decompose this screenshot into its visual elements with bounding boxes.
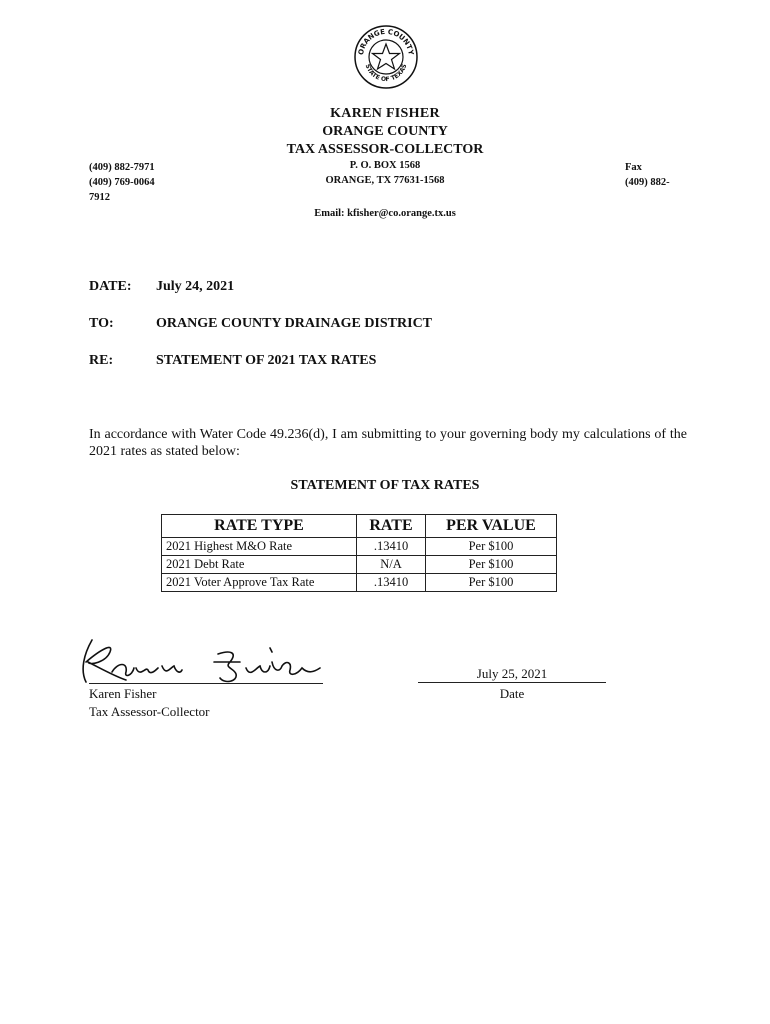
statement-title: STATEMENT OF TAX RATES bbox=[290, 478, 480, 493]
per-value-cell: Per $100 bbox=[426, 574, 557, 592]
po-box: P. O. BOX 1568 bbox=[349, 160, 421, 171]
date-value: July 24, 2021 bbox=[156, 279, 235, 294]
city-address: ORANGE, TX 77631-1568 bbox=[325, 175, 445, 186]
per-value-cell: Per $100 bbox=[426, 538, 557, 556]
svg-text:STATE OF TEXAS: STATE OF TEXAS bbox=[363, 63, 409, 84]
phone-1: (409) 882-7971 bbox=[89, 162, 155, 173]
rate-type-cell: 2021 Debt Rate bbox=[162, 556, 357, 574]
phone-2: (409) 769-0064 bbox=[89, 177, 155, 188]
signature-date-value: July 25, 2021 bbox=[476, 666, 548, 681]
county-seal-logo bbox=[353, 24, 419, 90]
signer-title: Tax Assessor-Collector bbox=[89, 704, 210, 719]
fax-block bbox=[625, 160, 695, 190]
phone-3: 7912 bbox=[89, 192, 110, 203]
fax-number: (409) 882- bbox=[625, 177, 670, 188]
handwritten-signature bbox=[70, 632, 330, 688]
to-value: ORANGE COUNTY DRAINAGE DISTRICT bbox=[156, 316, 433, 331]
signer-name: Karen Fisher bbox=[89, 686, 157, 701]
date-line bbox=[418, 682, 606, 683]
re-value: STATEMENT OF 2021 TAX RATES bbox=[156, 353, 377, 368]
table-row bbox=[162, 574, 557, 592]
re-label: RE: bbox=[89, 353, 114, 368]
county-name: ORANGE COUNTY bbox=[322, 124, 448, 139]
table-row bbox=[162, 538, 557, 556]
office-title: TAX ASSESSOR-COLLECTOR bbox=[286, 142, 484, 157]
phone-numbers bbox=[89, 160, 179, 205]
rate-cell: N/A bbox=[357, 556, 426, 574]
to-label: TO: bbox=[89, 316, 114, 331]
signature-line bbox=[89, 683, 323, 684]
per-value-cell: Per $100 bbox=[426, 556, 557, 574]
assessor-name: KAREN FISHER bbox=[330, 106, 440, 121]
tax-rates-table bbox=[161, 514, 557, 592]
date-label: DATE: bbox=[89, 279, 132, 294]
rate-type-cell: 2021 Voter Approve Tax Rate bbox=[162, 574, 357, 592]
column-header-per-value: PER VALUE bbox=[426, 515, 557, 538]
rate-cell: .13410 bbox=[357, 538, 426, 556]
email-address: Email: kfisher@co.orange.tx.us bbox=[314, 208, 456, 219]
table-row bbox=[162, 556, 557, 574]
date-caption: Date bbox=[499, 686, 525, 701]
column-header-rate-type: RATE TYPE bbox=[162, 515, 357, 538]
column-header-rate: RATE bbox=[357, 515, 426, 538]
svg-text:ORANGE COUNTY: ORANGE COUNTY bbox=[357, 27, 415, 56]
table-header-row bbox=[162, 515, 557, 538]
body-paragraph: In accordance with Water Code 49.236(d), I am submitting to your governing body my calculations of the 2021 rates as stated below: bbox=[89, 427, 687, 459]
rate-cell: .13410 bbox=[357, 574, 426, 592]
rate-type-cell: 2021 Highest M&O Rate bbox=[162, 538, 357, 556]
fax-label: Fax bbox=[625, 162, 642, 173]
